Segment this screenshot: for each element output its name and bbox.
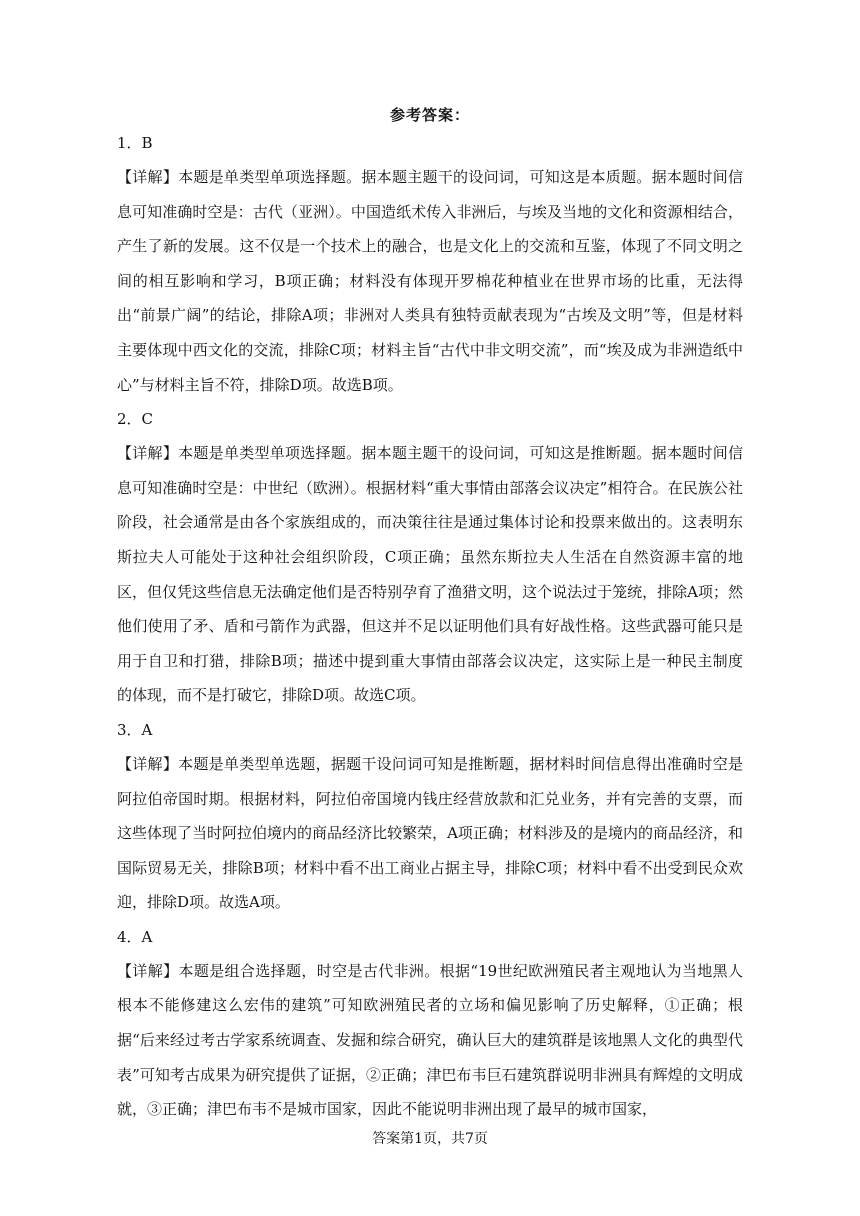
answer-explanation: 【详解】本题是单类型单选题，据题干设问词可知是推断题，据材料时间信息得出准确时空是阿拉伯帝国时期。根据材料，阿拉伯帝国境内钱庄经营放款和汇兑业务，并有完善的支票，而这些体现了当时阿拉伯境内的商品经济比较繁荣，A项正确；材料涉及的是境内的商品经济，和国际贸易无关，排除B项；材料中看不出工商业占据主导，排除C项；材料中看不出受到民众欢迎，排除D项。故选A项。 — [117, 754, 743, 912]
page-footer: 答案第1页，共7页 — [372, 1131, 488, 1147]
page-title: 参考答案： — [389, 106, 470, 124]
answer-explanation: 【详解】本题是单类型单项选择题。据本题主题干的设问词，可知这是本质题。据本题时间信息可知准确时空是：古代（亚洲）。中国造纸术传入非洲后，与埃及当地的文化和资源相结合，产生了新的发展。这不仅是一个技术上的融合，也是文化上的交流和互鉴，体现了不同文明之间的相互影响和学习，B项正确；材料没有体现开罗棉花种植业在世界市场的比重，无法得出“前景广阔”的结论，排除A项；非洲对人类具有独特贡献表现为“古埃及文明”等，但是材料主要体现中西文化的交流，排除C项；材料主旨“古代中非文明交流”，而“埃及成为非洲造纸中心”与材料主旨不符，排除D项。故选B项。 — [117, 168, 743, 394]
answer-number: 3．A — [117, 720, 153, 739]
answer-number: 2．C — [117, 410, 154, 429]
answer-number: 1．B — [117, 134, 153, 152]
answer-explanation: 【详解】本题是单类型单项选择题。据本题主题干的设问词，可知这是推断题。据本题时间信息可知准确时空是：中世纪（欧洲）。根据材料“重大事情由部落会议决定”相符合。在民族公社阶段，社会通常是由各个家族组成的，而决策往往是通过集体讨论和投票来做出的。这表明东斯拉夫人可能处于这种社会组织阶段，C项正确；虽然东斯拉夫人生活在自然资源丰富的地区，但仅凭这些信息无法确定他们是否特别孕育了渔猎文明，这个说法过于笼统，排除A项；然他们使用了矛、盾和弓箭作为武器，但这并不足以证明他们具有好战性格。这些武器可能只是用于自卫和打猎，排除B项；描述中提到重大事情由部落会议决定，这实际上是一种民主制度的体现，而不是打破它，排除D项。故选C项。 — [117, 444, 743, 705]
answer-list — [117, 126, 743, 1127]
answer-explanation: 【详解】本题是组合选择题，时空是古代非洲。根据“19世纪欧洲殖民者主观地认为当地黑人根本不能修建这么宏伟的建筑”可知欧洲殖民者的立场和偏见影响了历史解释，①正确；根据“后来经过考古学家系统调查、发掘和综合研究，确认巨大的建筑群是该地黑人文化的典型代表”可知考古成果为研究提供了证据，②正确；津巴布韦巨石建筑群说明非洲具有辉煌的文明成就，③正确；津巴布韦不是城市国家，因此不能说明非洲出现了最早的城市国家， — [117, 961, 743, 1119]
answer-number: 4．A — [117, 927, 153, 946]
